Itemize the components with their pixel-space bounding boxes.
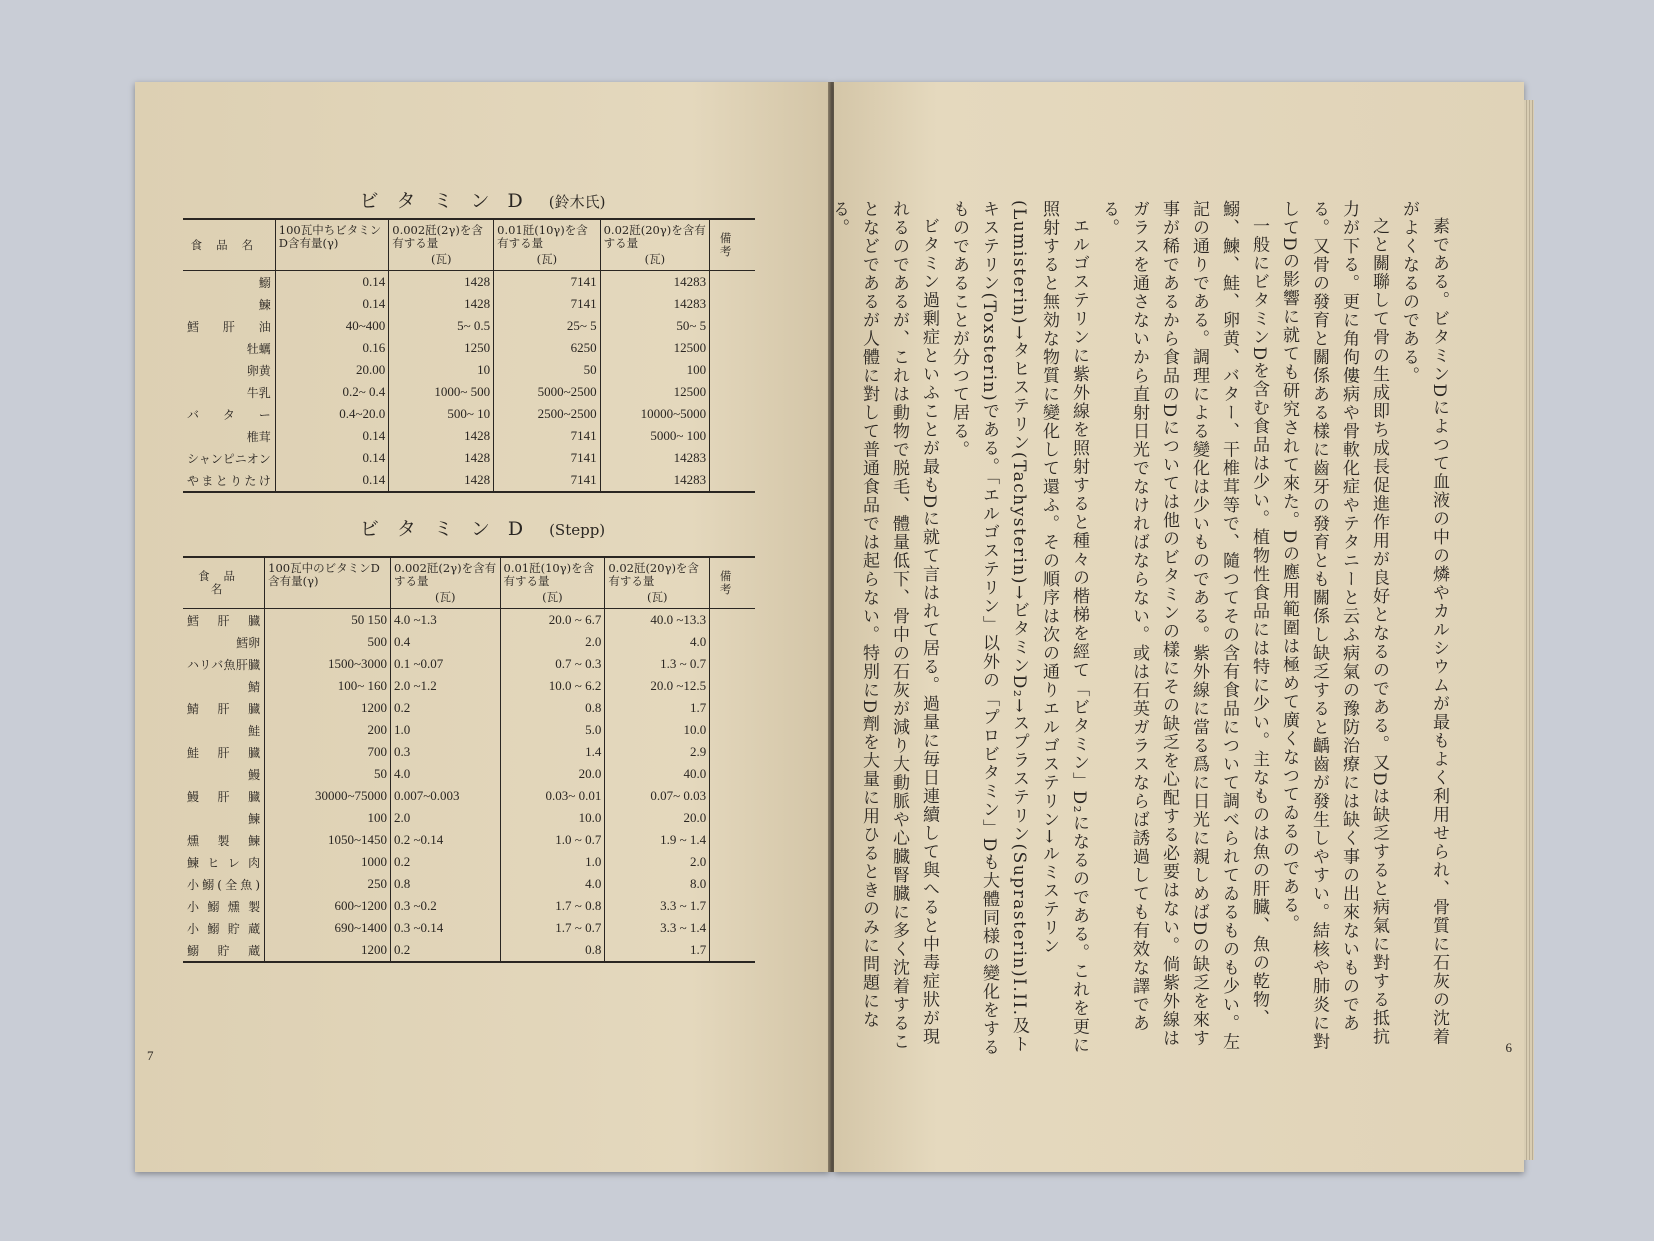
value-cell: [710, 337, 755, 359]
value-cell: 6250: [494, 337, 600, 359]
value-cell: 100~ 160: [265, 675, 391, 697]
value-cell: 1200: [265, 939, 391, 962]
value-cell: 14283: [600, 293, 710, 315]
food-name-cell: ハリバ魚肝臓: [187, 657, 261, 672]
right-page: [829, 82, 1524, 1172]
table1-title: [135, 186, 830, 213]
table-row: [183, 917, 755, 939]
value-cell: 1428: [389, 469, 494, 492]
value-cell: 2.0 ~1.2: [390, 675, 500, 697]
table-row: [183, 895, 755, 917]
food-name-cell: 鮭: [248, 723, 261, 738]
food-name-cell: 鯖肝臓: [187, 701, 261, 716]
value-cell: 1428: [389, 425, 494, 447]
value-cell: 1.9 ~ 1.4: [605, 829, 710, 851]
food-name-cell: 鱈肝臓: [187, 613, 261, 628]
value-cell: 1.7: [605, 939, 710, 962]
column-header-label: 0.002瓩(2γ)を含有する量: [392, 223, 483, 250]
value-cell: [710, 653, 755, 675]
table-row: [183, 939, 755, 962]
food-name-cell: 鰻: [248, 767, 261, 782]
food-name-cell: 鱈卵: [236, 635, 261, 650]
value-cell: 2.0: [390, 807, 500, 829]
value-cell: 4.0: [500, 873, 605, 895]
value-cell: [710, 315, 755, 337]
value-cell: 1.0 ~ 0.7: [500, 829, 605, 851]
value-cell: 50~ 5: [600, 315, 710, 337]
food-name-cell: 小鰯貯蔵: [187, 921, 261, 936]
table-row: [183, 653, 755, 675]
food-name-cell: 卵黄: [246, 363, 271, 378]
value-cell: [710, 895, 755, 917]
vitamin-d-table-suzuki: [183, 218, 755, 493]
table1-title-text: ビタミンD: [359, 190, 541, 212]
value-cell: 50: [494, 359, 600, 381]
column-unit: (瓦): [647, 590, 668, 604]
value-cell: 1428: [389, 447, 494, 469]
value-cell: [710, 697, 755, 719]
value-cell: 0.14: [275, 293, 388, 315]
value-cell: [710, 403, 755, 425]
value-cell: 1.0: [390, 719, 500, 741]
value-cell: 0.007~0.003: [390, 785, 500, 807]
value-cell: [710, 851, 755, 873]
paragraph: ビタミン過剰症といふことが最もDに就て言はれて居る。過量に毎日連續して與へると中毒症狀が現れるのであるが、これは動物で脱毛、體量低下、骨中の石灰が減り大動脈や心臓腎臓に多く沈着することなどであるが人體に對して普通食品では起らない。特別にD劑を大量に用ひるときのみに問題になる。: [829, 200, 939, 1051]
value-cell: 1000: [265, 851, 391, 873]
value-cell: 100: [265, 807, 391, 829]
column-header: [183, 557, 265, 609]
table-row: [183, 271, 755, 294]
column-header-label: 100瓦中のビタミンD含有量(γ): [268, 561, 380, 588]
value-cell: 2500~2500: [494, 403, 600, 425]
value-cell: [710, 631, 755, 653]
table-row: [183, 785, 755, 807]
value-cell: 100: [600, 359, 710, 381]
value-cell: 1.7 ~ 0.7: [500, 917, 605, 939]
table-row: [183, 315, 755, 337]
value-cell: 0.3 ~0.14: [390, 917, 500, 939]
value-cell: 0.3 ~0.2: [390, 895, 500, 917]
food-name-cell: 鰻肝臓: [187, 789, 261, 804]
value-cell: 0.2~ 0.4: [275, 381, 388, 403]
value-cell: 0.1 ~0.07: [390, 653, 500, 675]
value-cell: 0.4: [390, 631, 500, 653]
column-header-label: 食品名: [198, 569, 250, 596]
value-cell: 0.8: [500, 939, 605, 962]
value-cell: 20.0: [500, 763, 605, 785]
value-cell: [710, 917, 755, 939]
value-cell: [710, 447, 755, 469]
value-cell: 8.0: [605, 873, 710, 895]
open-book: [135, 82, 1525, 1172]
column-header-label: 備考: [719, 569, 746, 596]
food-name-cell: 鰯貯蔵: [187, 943, 261, 958]
value-cell: 2.0: [605, 851, 710, 873]
table-row: [183, 359, 755, 381]
value-cell: 690~1400: [265, 917, 391, 939]
paragraph: 之と關聯して骨の生成即ち成長促進作用が良好となるのである。又Dは缺乏すると病氣に對する抵抗力が下る。更に角佝僂病や骨軟化症やテタニーと云ふ病氣の豫防治療には缺く事の出來ないものである。又骨の發育と關係ある樣に齒牙の發育とも關係し缺乏すると齲齒が發生しやすい。結核や肺炎に對してDの影響に就ても研究されて來た。Dの應用範圍は極めて廣くなつてゐるのである。: [1279, 200, 1389, 1051]
value-cell: 7141: [494, 293, 600, 315]
column-unit: (瓦): [536, 252, 558, 266]
value-cell: 0.7 ~ 0.3: [500, 653, 605, 675]
table-row: [183, 381, 755, 403]
value-cell: 0.8: [500, 697, 605, 719]
column-header: [605, 557, 710, 609]
value-cell: 0.2: [390, 939, 500, 962]
table-row: [183, 337, 755, 359]
value-cell: 500~ 10: [389, 403, 494, 425]
value-cell: 40.0 ~13.3: [605, 609, 710, 632]
value-cell: 1428: [389, 293, 494, 315]
value-cell: 1.0: [500, 851, 605, 873]
body-text-vertical: [829, 200, 1454, 1060]
column-header: [183, 219, 275, 271]
value-cell: 700: [265, 741, 391, 763]
column-header: [710, 557, 755, 609]
value-cell: [710, 675, 755, 697]
value-cell: 200: [265, 719, 391, 741]
value-cell: 0.07~ 0.03: [605, 785, 710, 807]
value-cell: 50 150: [265, 609, 391, 632]
column-header-label: 0.02瓩(20γ)を含有する量: [608, 561, 699, 588]
value-cell: 1250: [389, 337, 494, 359]
value-cell: [710, 873, 755, 895]
table-row: [183, 697, 755, 719]
food-name-cell: やまとりたけ: [187, 473, 271, 488]
page-number-right: 6: [1505, 1040, 1512, 1055]
value-cell: 0.2: [390, 851, 500, 873]
value-cell: 1428: [389, 271, 494, 294]
value-cell: [710, 719, 755, 741]
value-cell: 0.2: [390, 697, 500, 719]
value-cell: 1050~1450: [265, 829, 391, 851]
column-header-label: 0.01瓩(10γ)を含有する量: [503, 561, 595, 588]
value-cell: 20.0 ~ 6.7: [500, 609, 605, 632]
table-row: [183, 425, 755, 447]
paragraph: 素である。ビタミンDによつて血液の中の燐やカルシウムが最もよく利用せられ、骨質に石灰の沈着がよくなるのである。: [1399, 200, 1449, 1047]
value-cell: [710, 807, 755, 829]
column-header: [265, 557, 391, 609]
value-cell: 1200: [265, 697, 391, 719]
food-name-cell: 鰊: [248, 811, 261, 826]
food-name-cell: 鰊ヒレ肉: [187, 855, 261, 870]
column-header: [275, 219, 388, 271]
table2-title-text: ビタミンD: [359, 518, 542, 540]
value-cell: 5~ 0.5: [389, 315, 494, 337]
value-cell: 4.0 ~1.3: [390, 609, 500, 632]
value-cell: 30000~75000: [265, 785, 391, 807]
table-row: [183, 609, 755, 632]
table-row: [183, 469, 755, 492]
food-name-cell: 椎茸: [246, 429, 271, 444]
value-cell: 4.0: [390, 763, 500, 785]
value-cell: 2.9: [605, 741, 710, 763]
value-cell: 1500~3000: [265, 653, 391, 675]
value-cell: [710, 359, 755, 381]
paragraph: 一般にビタミンDを含む食品は少い。植物性食品には特に少い。主なものは魚の肝臓、魚の乾物、鰯、鰊、鮭、卵黄、バター、干椎茸等で、隨つてその含有食品について調べられてゐるものも少い。左記の通りである。調理による變化は少いものである。紫外線に當る爲に日光に親しめばDの缺乏を來す事が稀であるから食品のDについては他のビタミンの樣にその缺乏を心配する必要はない。倘紫外線はガラスを通さないから直射日光でなければならない。或は石英ガラスならば誘過しても有效な譯である。: [1099, 200, 1269, 1051]
value-cell: 1.3 ~ 0.7: [605, 653, 710, 675]
value-cell: 0.03~ 0.01: [500, 785, 605, 807]
value-cell: 0.2 ~0.14: [390, 829, 500, 851]
food-name-cell: 小鰯(全魚): [187, 877, 261, 892]
left-page: [135, 82, 830, 1172]
value-cell: 10: [389, 359, 494, 381]
table-row: [183, 851, 755, 873]
value-cell: 0.8: [390, 873, 500, 895]
value-cell: 20.0: [605, 807, 710, 829]
column-unit: (瓦): [542, 590, 563, 604]
value-cell: 7141: [494, 447, 600, 469]
value-cell: 0.14: [275, 425, 388, 447]
value-cell: 3.3 ~ 1.7: [605, 895, 710, 917]
table-row: [183, 873, 755, 895]
value-cell: [710, 939, 755, 962]
table2-subtitle: (Stepp): [549, 521, 606, 539]
value-cell: [710, 785, 755, 807]
column-header-label: 食品名: [190, 237, 268, 252]
table-row: [183, 293, 755, 315]
food-name-cell: 燻製鰊: [187, 833, 261, 848]
value-cell: 600~1200: [265, 895, 391, 917]
table-row: [183, 719, 755, 741]
food-name-cell: 鰊: [258, 297, 271, 312]
value-cell: 25~ 5: [494, 315, 600, 337]
column-header: [390, 557, 500, 609]
page-edges: [1524, 100, 1534, 1160]
column-header: [500, 557, 605, 609]
value-cell: 0.16: [275, 337, 388, 359]
value-cell: [710, 271, 755, 294]
vitamin-d-table-stepp: [183, 556, 755, 963]
value-cell: 250: [265, 873, 391, 895]
table-row: [183, 631, 755, 653]
food-name-cell: 鱈肝油: [187, 319, 271, 334]
value-cell: 14283: [600, 447, 710, 469]
value-cell: 5000~ 100: [600, 425, 710, 447]
value-cell: 1.4: [500, 741, 605, 763]
column-unit: (瓦): [644, 252, 666, 266]
value-cell: 20.0 ~12.5: [605, 675, 710, 697]
page-number-left: 7: [147, 1048, 154, 1063]
table-header-row: [183, 219, 755, 271]
table-row: [183, 403, 755, 425]
column-header-label: 0.02瓩(20γ)を含有する量: [603, 223, 706, 250]
table-row: [183, 807, 755, 829]
value-cell: 50: [265, 763, 391, 785]
table-row: [183, 675, 755, 697]
table-row: [183, 829, 755, 851]
food-name-cell: 小鰯燻製: [187, 899, 261, 914]
value-cell: [710, 609, 755, 632]
value-cell: 12500: [600, 381, 710, 403]
table2-title: [135, 514, 830, 541]
value-cell: 7141: [494, 469, 600, 492]
column-header: [600, 219, 710, 271]
value-cell: [710, 763, 755, 785]
value-cell: 14283: [600, 469, 710, 492]
value-cell: 10.0 ~ 6.2: [500, 675, 605, 697]
value-cell: 7141: [494, 271, 600, 294]
value-cell: 500: [265, 631, 391, 653]
value-cell: 7141: [494, 425, 600, 447]
food-name-cell: シャンピニオン: [187, 451, 271, 466]
value-cell: 2.0: [500, 631, 605, 653]
value-cell: 40~400: [275, 315, 388, 337]
value-cell: 10.0: [500, 807, 605, 829]
food-name-cell: 鰯: [258, 275, 271, 290]
value-cell: 0.14: [275, 447, 388, 469]
value-cell: 20.00: [275, 359, 388, 381]
value-cell: [710, 425, 755, 447]
table1-subtitle: (鈴木氏): [548, 193, 606, 211]
value-cell: 1000~ 500: [389, 381, 494, 403]
value-cell: 12500: [600, 337, 710, 359]
value-cell: 1.7: [605, 697, 710, 719]
value-cell: 10000~5000: [600, 403, 710, 425]
value-cell: 14283: [600, 271, 710, 294]
paragraph: エルゴステリンに紫外線を照射すると種々の楷梯を經て「ビタミン」D₂になるのである。これを更に照射すると無効な物質に變化して還ふ。その順序は次の通りエルゴステリン→ルミステリン(Lumisterin)→タヒステリン(Tachysterin)→ビタミンD₂→スプラステリン(Suprasterin)I.II.及トキステリン(Toxsterin)である。「エルゴステリン」以外の「プロビタミン」Dも大體同様の變化をするものであることが分つて居る。: [949, 200, 1089, 1057]
food-name-cell: 牛乳: [246, 385, 271, 400]
value-cell: [710, 741, 755, 763]
value-cell: [710, 381, 755, 403]
food-name-cell: 鮭肝臓: [187, 745, 261, 760]
food-name-cell: バター: [187, 407, 271, 422]
value-cell: [710, 293, 755, 315]
value-cell: 1.7 ~ 0.8: [500, 895, 605, 917]
value-cell: 10.0: [605, 719, 710, 741]
column-header-label: 0.01瓩(10γ)を含有する量: [497, 223, 588, 250]
column-unit: (瓦): [430, 252, 452, 266]
value-cell: 5000~2500: [494, 381, 600, 403]
column-header-label: 備考: [719, 231, 746, 258]
value-cell: 3.3 ~ 1.4: [605, 917, 710, 939]
value-cell: 40.0: [605, 763, 710, 785]
value-cell: 4.0: [605, 631, 710, 653]
table-header-row: [183, 557, 755, 609]
column-header-label: 0.002瓩(2γ)を含有する量: [393, 561, 497, 588]
column-unit: (瓦): [435, 590, 456, 604]
table-row: [183, 741, 755, 763]
food-name-cell: 鯖: [248, 679, 261, 694]
food-name-cell: 牡蠣: [246, 341, 271, 356]
value-cell: 0.3: [390, 741, 500, 763]
value-cell: [710, 469, 755, 492]
column-header: [710, 219, 755, 271]
value-cell: 5.0: [500, 719, 605, 741]
column-header: [494, 219, 600, 271]
value-cell: 0.14: [275, 469, 388, 492]
table-row: [183, 447, 755, 469]
column-header: [389, 219, 494, 271]
value-cell: [710, 829, 755, 851]
table-row: [183, 763, 755, 785]
value-cell: 0.14: [275, 271, 388, 294]
column-header-label: 100瓦中ちビタミンD含有量(γ): [278, 223, 382, 250]
value-cell: 0.4~20.0: [275, 403, 388, 425]
